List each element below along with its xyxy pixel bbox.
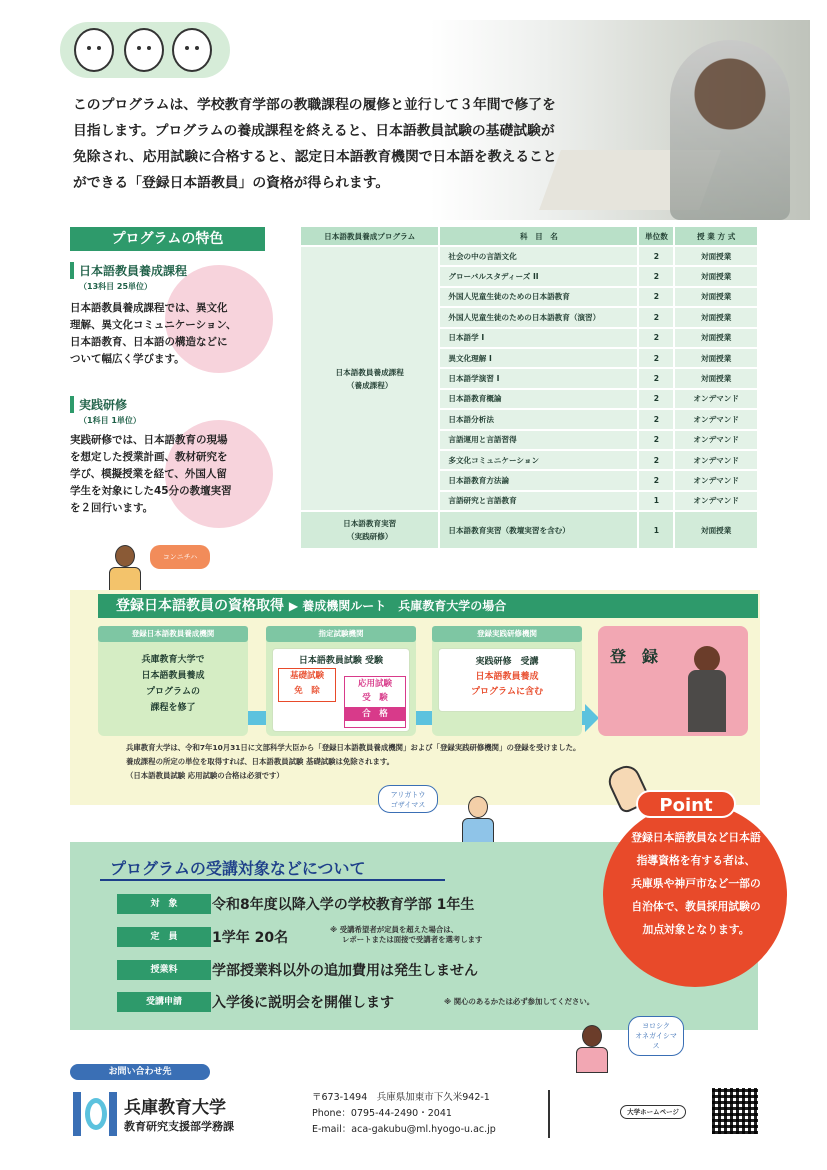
table-cell-name: 日本語教育実習（教壇実習を含む） (439, 511, 638, 549)
table-cell-name: 多文化コミュニケーション (439, 450, 638, 470)
group-label: （実践研修） (346, 532, 393, 542)
section-body (70, 300, 270, 368)
body-line: 日本語教員養成課程では、異文化 (70, 302, 228, 314)
table-cell-mode: オンデマンド (674, 430, 758, 450)
table-cell-mode: オンデマンド (674, 450, 758, 470)
table-cell-mode: オンデマンド (674, 470, 758, 490)
course-table (299, 225, 759, 550)
table-header: 単位数 (638, 226, 674, 246)
table-cell-credits: 2 (638, 328, 674, 348)
table-row (300, 511, 758, 549)
speech-bubble (378, 785, 438, 813)
table-cell-name: 社会の中の言語文化 (439, 246, 638, 266)
table-cell-name: 日本語分析法 (439, 409, 638, 429)
section-heading: 実践研修 (70, 396, 270, 413)
basic-line: 免 除 (294, 686, 320, 696)
contact-address (312, 1090, 496, 1138)
group-label: 日本語教育実習 (343, 519, 397, 529)
table-header: 授 業 方 式 (674, 226, 758, 246)
stage-header: 指定試験機関 (266, 626, 416, 642)
bubble-line: オネガイシマ (635, 1032, 677, 1040)
practicum-line: 実践研修 受講 (475, 657, 539, 667)
note-line: レポートまたは面接で受講者を選考します (342, 935, 483, 944)
faces-illustration (60, 22, 230, 78)
section-heading: 日本語教員養成課程 (70, 262, 270, 279)
student-photo (670, 40, 790, 220)
route-title-main: 登録日本語教員の資格取得 (116, 598, 284, 614)
table-cell-mode: 対面授業 (674, 246, 758, 266)
title-underline (100, 879, 445, 881)
section-subheading: （1科目 1単位） (79, 416, 141, 425)
feature-practicum (70, 396, 270, 517)
table-row (300, 246, 758, 266)
face-icon (172, 28, 212, 72)
body-line: ついて幅広く学びます。 (70, 353, 185, 365)
face-icon (74, 28, 114, 72)
section-subheading: （13科目 25単位） (79, 282, 153, 291)
table-cell-mode: オンデマンド (674, 491, 758, 511)
speech-bubble (628, 1016, 684, 1056)
practicum-box (438, 648, 576, 712)
applied-line: 応用試験 (357, 679, 392, 689)
table-cell-name: 日本語教育方法論 (439, 470, 638, 490)
qr-code-icon[interactable] (712, 1088, 758, 1134)
contact-tag: お問い合わせ先 (70, 1064, 210, 1080)
applied-line: 受 験 (362, 693, 388, 703)
target-title: プログラムの受講対象などについて (110, 859, 366, 878)
body-line: を２回行います。 (70, 502, 154, 514)
applied-exam (344, 676, 406, 728)
table-cell-name: 外国人児童生徒のための日本語教育 (439, 287, 638, 307)
body-line: を想定した授業計画、教材研究を (70, 451, 228, 463)
point-line: 加点対象となります。 (642, 923, 750, 936)
table-cell-mode: オンデマンド (674, 409, 758, 429)
section-body (70, 432, 270, 517)
route-notes (126, 741, 756, 783)
group-cell (300, 511, 439, 549)
table-cell-name: 日本語学演習 I (439, 368, 638, 388)
homepage-label: 大学ホームページ (620, 1105, 686, 1119)
table-cell-mode: 対面授業 (674, 307, 758, 327)
point-line: 登録日本語教員など日本語 (631, 831, 761, 844)
table-cell-credits: 2 (638, 470, 674, 490)
table-cell-credits: 2 (638, 307, 674, 327)
stage-training-institution (98, 626, 248, 736)
teacher-body (688, 670, 726, 732)
target-label: 定 員 (117, 927, 211, 947)
bubble-line: ゴザイマス (390, 801, 426, 809)
stage-line: プログラムの (146, 687, 200, 697)
face-icon (124, 28, 164, 72)
point-label: Point (636, 790, 736, 818)
intro-line: このプログラムは、学校教育学部の教職課程の履修と並行して３年間で修了を (73, 97, 556, 113)
university-logo-icon (73, 1092, 117, 1136)
exam-label: 日本語教員試験 受験 (298, 656, 384, 666)
teacher-illustration (694, 646, 720, 672)
point-line: 自治体で、教員採用試験の (631, 900, 761, 913)
bubble-line: ヨロシク (642, 1022, 670, 1030)
body-line: 学び、模擬授業を経て、外国人留 (70, 468, 227, 480)
intro-text (73, 92, 673, 196)
table-cell-mode: 対面授業 (674, 368, 758, 388)
stage-exam-institution (266, 626, 416, 736)
table-cell-credits: 2 (638, 246, 674, 266)
route-title (98, 594, 758, 618)
table-cell-mode: 対面授業 (674, 266, 758, 286)
target-label: 対 象 (117, 894, 211, 914)
phone-number: Phone：0795-44-2490・2041 (312, 1108, 452, 1119)
table-header: 科 目 名 (439, 226, 638, 246)
table-cell-credits: 2 (638, 430, 674, 450)
postal-address: 〒673-1494 兵庫県加東市下久米942-1 (312, 1092, 490, 1103)
table-cell-name: 日本語教育概論 (439, 389, 638, 409)
target-note (330, 925, 482, 945)
table-cell-credits: 2 (638, 287, 674, 307)
group-label: （養成課程） (346, 380, 393, 390)
point-text (612, 826, 780, 941)
group-label: 日本語教員養成課程 (335, 367, 404, 377)
stage-line: 課程を修了 (150, 703, 196, 713)
table-cell-name: 異文化理解 I (439, 348, 638, 368)
body-line: 理解、異文化コミュニケーション、 (70, 319, 237, 331)
table-cell-name: 日本語学 I (439, 328, 638, 348)
bubble-line: ス (652, 1042, 660, 1050)
university-name: 兵庫教育大学 (124, 1098, 226, 1118)
stage-header: 登録日本語教員養成機関 (98, 626, 248, 642)
table-header: 日本語教員養成プログラム (300, 226, 439, 246)
group-cell (300, 246, 439, 511)
basic-line: 基礎試験 (289, 671, 324, 681)
table-cell-credits: 1 (638, 511, 674, 549)
target-label: 授業料 (117, 960, 211, 980)
table-cell-credits: 2 (638, 450, 674, 470)
target-value: 入学後に説明会を開催します (212, 995, 394, 1011)
stage-line: 兵庫教育大学で (141, 655, 205, 665)
note-line: 兵庫教育大学は、令和7年10月31日に文部科学大臣から「登録日本語教員養成機関」および「登録実践研修機関」の登録を受けました。 (126, 743, 581, 752)
register-box (598, 626, 748, 736)
table-cell-mode: オンデマンド (674, 389, 758, 409)
department-name: 教育研究支援部学務課 (124, 1120, 234, 1133)
pass-badge: 合 格 (345, 707, 405, 721)
child-illustration (458, 796, 498, 846)
point-line: 兵庫県や神戸市など一部の (631, 877, 761, 890)
speech-bubble: コンニチハ (150, 545, 210, 569)
target-label: 受講申請 (117, 992, 211, 1012)
table-cell-name: 言語研究と言語教育 (439, 491, 638, 511)
route-title-sub: ▶ 養成機関ルート 兵庫教育大学の場合 (288, 599, 507, 613)
stage-practicum-institution (432, 626, 582, 736)
body-line: 日本語教育、日本語の構造などに (70, 336, 228, 348)
table-cell-mode: 対面授業 (674, 348, 758, 368)
point-line: 指導資格を有する者は、 (636, 854, 756, 867)
child-illustration (572, 1025, 612, 1075)
table-cell-mode: 対面授業 (674, 287, 758, 307)
body-line: 実践研修では、日本語教育の現場 (70, 434, 228, 446)
target-value: 1学年 20名 (212, 930, 289, 946)
stage-line: 日本語教員養成 (141, 671, 205, 681)
table-header-row (300, 226, 758, 246)
table-cell-credits: 2 (638, 348, 674, 368)
body-line: 学生を対象にした45分の教壇実習 (70, 485, 232, 497)
target-value: 学部授業料以外の追加費用は発生しません (212, 963, 478, 979)
intro-line: 目指します。プログラムの養成課程を終えると、日本語教員試験の基礎試験が (73, 123, 555, 139)
table-cell-name: 外国人児童生徒のための日本語教育（演習） (439, 307, 638, 327)
bubble-line: アリガトウ (390, 791, 426, 799)
register-label: 登 録 (610, 647, 659, 666)
stage-header: 登録実践研修機関 (432, 626, 582, 642)
target-note: ※ 関心のあるかたは必ず参加してください。 (444, 997, 595, 1006)
note-line: 養成課程の所定の単位を取得すれば、日本語教員試験 基礎試験は免除されます。 (126, 757, 395, 766)
practicum-line: 日本語教員養成 (475, 672, 539, 682)
table-cell-mode: 対面授業 (674, 511, 758, 549)
table-cell-name: グローバルスタディーズ II (439, 266, 638, 286)
table-cell-name: 言語運用と言語習得 (439, 430, 638, 450)
table-cell-credits: 2 (638, 389, 674, 409)
stage-text (98, 652, 248, 716)
child-illustration (105, 545, 145, 595)
intro-line: ができる「登録日本語教員」の資格が得られます。 (73, 175, 390, 191)
target-value: 令和8年度以降入学の学校教育学部 1年生 (212, 897, 475, 913)
table-cell-credits: 1 (638, 491, 674, 511)
table-cell-credits: 2 (638, 266, 674, 286)
features-title: プログラムの特色 (70, 227, 265, 251)
feature-training-course (70, 262, 270, 368)
note-line: ※ 受講希望者が定員を超えた場合は、 (330, 925, 459, 934)
table-cell-credits: 2 (638, 368, 674, 388)
basic-exam-exempt (278, 668, 336, 702)
note-line: （日本語教員試験 応用試験の合格は必須です） (126, 771, 284, 780)
email-link[interactable]: E-mail：aca-gakubu@ml.hyogo-u.ac.jp (312, 1124, 496, 1135)
practicum-line: プログラムに含む (471, 687, 543, 697)
table-cell-mode: 対面授業 (674, 328, 758, 348)
divider (548, 1090, 550, 1138)
table-cell-credits: 2 (638, 409, 674, 429)
intro-line: 免除され、応用試験に合格すると、認定日本語教育機関で日本語を教えること (73, 149, 557, 165)
